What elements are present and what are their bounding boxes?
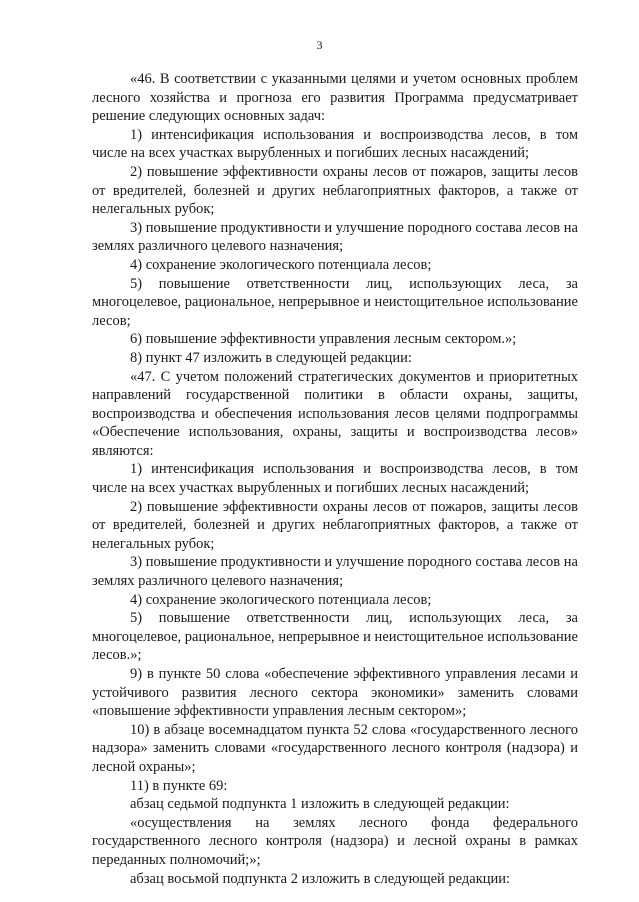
page-number: 3 [316, 38, 323, 52]
paragraph-47-intro: «47. С учетом положений стратегических документов и приоритетных направлений государственной политики в области охраны, защиты, воспроизводства и обеспечения использования лесов целями подпрограммы «Обеспечение использования, охраны, защиты и воспроизводства лесов» являются: [92, 368, 578, 459]
paragraph-69-sub-2: абзац восьмой подпункта 2 изложить в следующей редакции: [130, 870, 511, 887]
paragraph-47-item-4: 4) сохранение экологического потенциала лесов; [130, 591, 432, 608]
paragraph-47-item-1: 1) интенсификация использования и воспроизводства лесов, в том числе на всех участках вырубленных и погибших лесных насаждений; [92, 461, 578, 497]
paragraph-46-item-3: 3) повышение продуктивности и улучшение породного состава лесов на землях различного целевого назначения; [92, 219, 578, 255]
paragraph-47-item-3: 3) повышение продуктивности и улучшение породного состава лесов на землях различного целевого назначения; [92, 554, 578, 590]
paragraph-46-item-6: 6) повышение эффективности управления лесным сектором.»; [130, 331, 517, 348]
paragraph-amendment-11: 11) в пункте 69: [130, 777, 228, 794]
paragraph-46-item-5: 5) повышение ответственности лиц, использующих леса, за многоцелевое, рациональное, непрерывное и неистощительное использование лесов; [92, 275, 578, 329]
paragraph-amendment-8: 8) пункт 47 изложить в следующей редакции: [130, 349, 412, 366]
paragraph-69-sub-1-text: «осуществления на землях лесного фонда федерального государственного лесного контроля (надзора) и лесной охраны в рамках переданных полномочий;»; [92, 814, 578, 868]
paragraph-46-intro: «46. В соответствии с указанными целями и учетом основных проблем лесного хозяйства и прогноза его развития Программа предусматривает решение следующих основных задач: [92, 71, 578, 125]
paragraph-47-item-2: 2) повышение эффективности охраны лесов от пожаров, защиты лесов от вредителей, болезней и других неблагоприятных факторов, а также от нелегальных рубок; [92, 498, 578, 552]
paragraph-46-item-1: 1) интенсификация использования и воспроизводства лесов, в том числе на всех участках вырубленных и погибших лесных насаждений; [92, 126, 578, 162]
paragraph-amendment-9: 9) в пункте 50 слова «обеспечение эффективного управления лесами и устойчивого развития лесного сектора экономики» заменить словами «повышение эффективности управления лесным сектором»; [92, 666, 578, 720]
paragraph-amendment-10: 10) в абзаце восемнадцатом пункта 52 слова «государственного лесного надзора» заменить словами «государственного лесного контроля (надзора) и лесной охраны»; [92, 721, 578, 775]
paragraph-47-item-5: 5) повышение ответственности лиц, использующих леса, за многоцелевое, рациональное, непрерывное и неистощительное использование лесов.»; [92, 610, 578, 664]
paragraph-46-item-4: 4) сохранение экологического потенциала лесов; [130, 256, 432, 273]
paragraph-46-item-2: 2) повышение эффективности охраны лесов от пожаров, защиты лесов от вредителей, болезней и других неблагоприятных факторов, а также от нелегальных рубок; [92, 163, 578, 218]
document-body [92, 70, 578, 888]
paragraph-69-sub-1: абзац седьмой подпункта 1 изложить в следующей редакции: [130, 796, 510, 813]
